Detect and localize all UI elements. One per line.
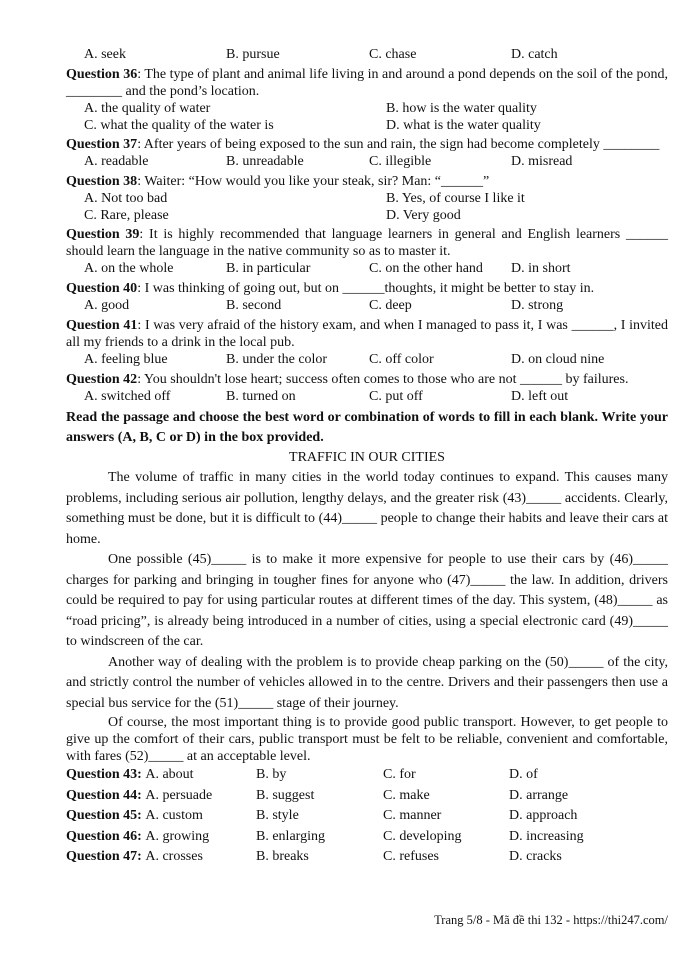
question-stem: : After years of being exposed to the sun and rain, the sign had become completely ________: [137, 137, 660, 152]
option-a: A. the quality of water: [84, 101, 211, 116]
option-d: D. Very good: [386, 208, 461, 223]
question-number: Question 46:: [66, 828, 142, 844]
question-41-options: [66, 351, 668, 369]
option-a: A. feeling blue: [84, 352, 168, 367]
exam-page: [66, 46, 668, 868]
option-a: A. readable: [84, 154, 149, 169]
question-stem: : You shouldn't lose heart; success often comes to those who are not ______ by failures.: [137, 372, 629, 387]
question-number: Question 36: [66, 67, 138, 82]
option-c: C. make: [383, 787, 430, 803]
question-35-options: [66, 46, 668, 64]
option-c: C. refuses: [383, 849, 439, 864]
question-number: Question 47:: [66, 849, 142, 864]
question-36: [66, 66, 668, 100]
option-c: C. manner: [383, 808, 442, 823]
option-c: C. deep: [369, 298, 412, 313]
option-b: B. suggest: [256, 787, 315, 803]
option-a: A. growing: [145, 828, 210, 844]
option-c: C. chase: [369, 47, 417, 62]
option-d: D. what is the water quality: [386, 118, 541, 133]
option-d: D. left out: [511, 389, 569, 404]
question-number: Question 37: [66, 137, 138, 152]
passage-instructions: Read the passage and choose the best word or combination of words to fill in each blank. Write your answers (A, B, C or D) in the box provided.: [66, 410, 668, 445]
question-39: [66, 226, 668, 260]
passage-title: TRAFFIC IN OUR CITIES: [289, 450, 445, 465]
question-number: Question 39: [66, 227, 140, 242]
question-stem: : I was very afraid of the history exam, and when I managed to pass it, I was ______, I invited all my friends to a drink in the local pub.: [66, 318, 668, 350]
passage-paragraph: One possible (45)_____ is to make it more expensive for people to use their cars by (46)_____ charges for parking and bringing in tougher fines for anyone who (47)_____ the law. In addition, drivers could be required to pay for using particular routes at different times of the day. This system, (48)_____ as “road pricing”, is already being introduced in a number of cities, using a special electronic card (49)_____ to windscreen of the car.: [66, 552, 668, 649]
answer-row: [66, 847, 668, 868]
option-c: C. illegible: [369, 154, 432, 169]
option-b: B. in particular: [226, 261, 311, 276]
option-c: C. Rare, please: [84, 208, 169, 223]
question-number: Question 43:: [66, 767, 142, 782]
option-c: C. developing: [383, 828, 462, 844]
option-a: A. switched off: [84, 389, 171, 404]
question-stem: : It is highly recommended that language learners in general and English learners ______ should learn the language in the native community so as to master it.: [66, 227, 668, 259]
option-b: B. style: [256, 808, 299, 823]
option-d: D. on cloud nine: [511, 352, 605, 367]
option-a: A. persuade: [145, 787, 213, 803]
option-b: B. by: [256, 767, 287, 782]
option-c: C. on the other hand: [369, 261, 483, 276]
option-d: D. cracks: [509, 849, 562, 864]
option-b: B. turned on: [226, 389, 296, 404]
question-number: Question 40: [66, 281, 138, 296]
question-number: Question 42: [66, 372, 138, 387]
option-d: D. in short: [511, 261, 571, 276]
option-d: D. catch: [511, 47, 558, 62]
option-b: B. how is the water quality: [386, 101, 537, 116]
option-d: D. strong: [511, 298, 564, 313]
option-d: D. approach: [509, 808, 578, 823]
question-40-options: [66, 297, 668, 315]
option-b: B. Yes, of course I like it: [386, 191, 525, 206]
question-36-options-row2: [66, 117, 668, 134]
option-c: C. off color: [369, 352, 434, 367]
option-b: B. enlarging: [256, 828, 325, 844]
option-d: D. of: [509, 767, 538, 782]
question-42-options: [66, 388, 668, 406]
passage-paragraph: Of course, the most important thing is to provide good public transport. However, to get people to give up the comfort of their cars, public transport must be felt to be reliable, convenient and comfortable, with fares (52)_____ at an acceptable level.: [66, 715, 668, 764]
option-c: C. what the quality of the water is: [84, 118, 274, 133]
question-37-options: [66, 153, 668, 171]
option-a: A. on the whole: [84, 261, 174, 276]
option-c: C. put off: [369, 389, 423, 404]
question-stem: : Waiter: “How would you like your steak, sir? Man: “______”: [137, 174, 490, 189]
question-number: Question 38: [66, 174, 138, 189]
option-d: D. increasing: [509, 828, 584, 844]
question-stem: : I was thinking of going out, but on ______thoughts, it might be better to stay in.: [137, 281, 595, 296]
passage-paragraph: Another way of dealing with the problem is to provide cheap parking on the (50)_____ of the city, and strictly control the number of vehicles allowed in to the centre. Drivers and their passengers then use a special bus service for the (51)_____ stage of their journey.: [66, 654, 668, 711]
option-b: B. pursue: [226, 47, 280, 62]
answer-row: [66, 806, 668, 827]
option-b: B. breaks: [256, 849, 309, 864]
option-a: A. crosses: [145, 849, 203, 864]
answer-row: [66, 765, 668, 786]
answer-row: [66, 786, 668, 807]
passage-paragraph: The volume of traffic in many cities in the world today continues to expand. This causes many problems, including serious air pollution, lengthy delays, and the greater risk (43)_____ accidents. Clearly, something must be done, but it is difficult to (44)_____ people to change their habits and leave their cars at home.: [66, 470, 668, 547]
question-37: [66, 136, 668, 153]
question-39-options: [66, 260, 668, 278]
question-36-options-row1: [66, 100, 668, 117]
option-c: C. for: [383, 767, 416, 782]
question-40: [66, 280, 668, 297]
question-number: Question 44:: [66, 787, 142, 803]
question-stem: : The type of plant and animal life living in and around a pond depends on the soil of the pond, ________ and the pond’s location.: [66, 67, 668, 99]
question-number: Question 41: [66, 318, 138, 333]
question-42: [66, 371, 668, 388]
question-38-options-row1: [66, 190, 668, 207]
option-b: B. second: [226, 298, 282, 313]
question-number: Question 45:: [66, 808, 142, 823]
option-d: D. misread: [511, 154, 573, 169]
question-41: [66, 317, 668, 351]
page-footer: Trang 5/8 - Mã đề thi 132 - https://thi247.com/: [434, 913, 668, 927]
option-a: A. seek: [84, 47, 126, 62]
option-a: A. about: [145, 767, 194, 782]
option-a: A. custom: [145, 808, 203, 823]
option-b: B. unreadable: [226, 154, 304, 169]
option-b: B. under the color: [226, 352, 328, 367]
question-38: [66, 173, 668, 190]
option-a: A. Not too bad: [84, 191, 168, 206]
question-38-options-row2: [66, 207, 668, 224]
answer-row: [66, 827, 668, 848]
option-a: A. good: [84, 298, 130, 313]
option-d: D. arrange: [509, 787, 569, 803]
